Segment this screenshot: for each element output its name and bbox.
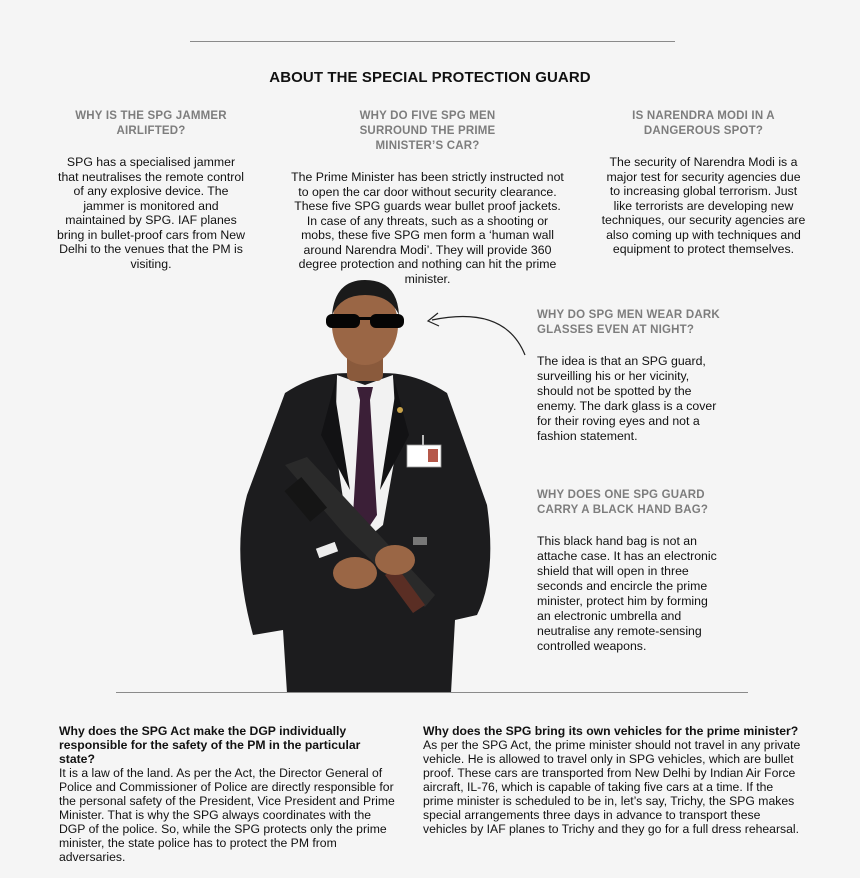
side-question: WHY DOES ONE SPG GUARD CARRY A BLACK HAND BAG? <box>537 489 709 516</box>
bottom-vehicles <box>423 724 805 836</box>
column-question: WHY IS THE SPG JAMMER AIRLIFTED? <box>75 110 227 137</box>
bottom-answer: As per the SPG Act, the prime minister should not travel in any private vehicle. He is allowed to travel only in SPG vehicles, which are bullet proof. These cars are transported from New Delhi by Indian Air Force aircraft, IL-76, which is capable of taking five cars at a time. If the prime minister is scheduled to be in, let’s say, Trichy, the SPG makes special arrangements three days in advance to transport these vehicles by IAF planes to Trichy and they go for a full dress rehearsal. <box>423 738 801 836</box>
bottom-dgp <box>59 724 399 864</box>
column-answer: The security of Narendra Modi is a major test for security agencies due to increasing global terrorism. Just like terrorists are developing new techniques, our security agencies are also coming up with techniques and equipment to protect themselves. <box>601 155 806 256</box>
column-question: IS NARENDRA MODI IN A DANGEROUS SPOT? <box>632 110 775 137</box>
bottom-question: Why does the SPG Act make the DGP individually responsible for the safety of the PM in the particular state? <box>59 724 361 766</box>
side-answer: The idea is that an SPG guard, surveilling his or her vicinity, should not be spotted by the enemy. The dark glass is a cover for their roving eyes and not a fashion statement. <box>537 354 717 443</box>
curved-arrow-icon <box>420 300 535 370</box>
column-five-men <box>290 109 565 286</box>
side-question: WHY DO SPG MEN WEAR DARK GLASSES EVEN AT NIGHT? <box>537 309 720 336</box>
column-question: WHY DO FIVE SPG MEN SURROUND THE PRIME MINISTER’S CAR? <box>359 110 496 152</box>
bottom-answer: It is a law of the land. As per the Act, the Director General of Police and Commissioner of Police are directly responsible for the personal safety of the President, Vice President and Prime Minister. That is why the SPG always coordinates with the DGP of the police. So, while the SPG protects only the prime minister, the state police has to protect the PM from adversaries. <box>59 766 395 864</box>
bottom-divider <box>116 692 748 693</box>
top-divider <box>190 41 675 42</box>
side-answer: This black hand bag is not an attache case. It has an electronic shield that will open in three seconds and encircle the prime minister, protect him by forming an electronic umbrella and neutralise any remote-sensing controlled weapons. <box>537 534 717 653</box>
side-dark-glasses <box>537 308 727 444</box>
column-jammer <box>55 109 247 271</box>
column-answer: The Prime Minister has been strictly instructed not to open the car door without security clearance. These five SPG guards wear bullet proof jackets. In case of any threats, such as a shooting or mobs, these five SPG men form a ‘human wall around Narendra Modi’. They will provide 360 degree protection and nothing can hit the prime minister. <box>291 170 564 286</box>
bottom-question: Why does the SPG bring its own vehicles for the prime minister? <box>423 724 799 738</box>
column-modi-danger <box>601 109 806 257</box>
side-hand-bag <box>537 488 719 654</box>
page-title: ABOUT THE SPECIAL PROTECTION GUARD <box>269 69 591 86</box>
column-answer: SPG has a specialised jammer that neutralises the remote control of any explosive device. The jammer is monitored and maintained by SPG. IAF planes bring in bullet-proof cars from New Delhi to the venues that the PM is visiting. <box>57 155 245 271</box>
